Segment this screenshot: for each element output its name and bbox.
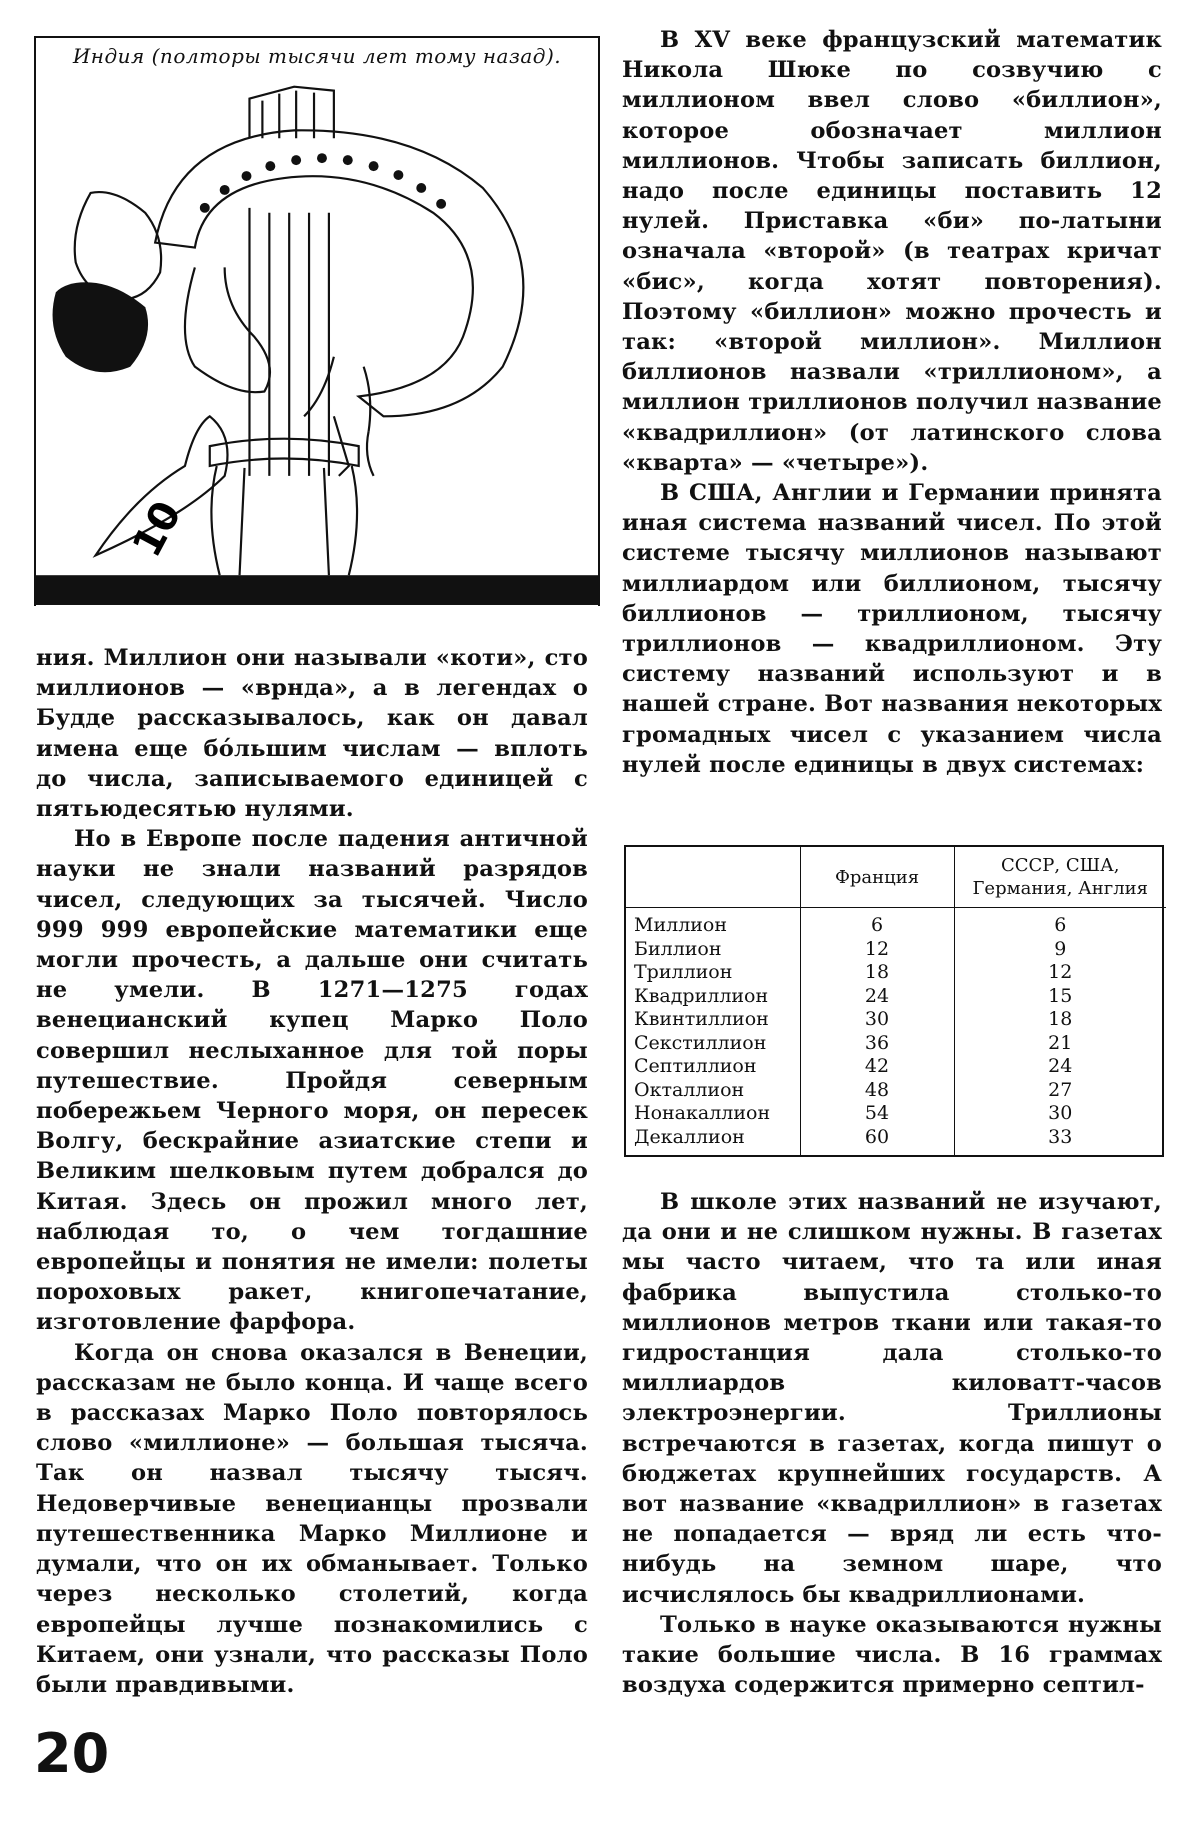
table-cell: Миллион	[634, 914, 728, 936]
table-cell: 18	[800, 961, 954, 985]
paragraph: Когда он снова оказался в Венеции, рассказам не было конца. И чаще всего в рассказах Марко Поло повторялось слово «миллионе» — большая тысяча. Так он назвал тысячу тысяч. Недоверчивые венецианцы прозвали путешественника Марко Миллионе и думали, что он их обманывает. Только через несколько столетий, когда европейцы лучше познакомились с Китаем, они узнали, что рассказы Поло были правдивыми.	[36, 1339, 588, 1698]
table-row	[626, 1079, 1166, 1103]
table-cell: Квадриллион	[634, 984, 769, 1007]
drawing-figure-on-chair	[36, 38, 598, 606]
table-header: Франция	[800, 847, 954, 908]
page-number: 20	[34, 1722, 110, 1785]
table-row	[626, 1102, 1166, 1126]
table-cell: 21	[954, 1032, 1166, 1056]
paragraph: В США, Англии и Германии принята иная система названий чисел. По этой системе тысячу миллионов называют миллиардом или биллионом, тысячу биллионов — триллионом, тысячу триллионов — квадриллионом. Эту систему названий используют и в нашей стране. Вот названия некоторых громадных чисел с указанием числа нулей после единицы в двух системах:	[622, 480, 1162, 778]
right-column-bottom	[622, 1187, 1162, 1700]
illustration-number: 10	[124, 493, 191, 565]
table-cell: 30	[954, 1102, 1166, 1126]
paragraph: Но в Европе после падения античной науки не знали названий разрядов чисел, следующих за тысячей. Число 999 999 европейские математики еще могли прочесть, а дальше они считать не умели. В 1271—1275 годах венецианский купец Марко Поло совершил неслыханное для той поры путешествие. Пройдя северным побережьем Черного моря, он пересек Волгу, бескрайние азиатские степи и Великим шелковым путем добрался до Китая. Здесь он прожил много лет, наблюдая то, о чем тогдашние европейцы и понятия не имели: полеты пороховых ракет, книгопечатание, изготовление фарфора.	[36, 826, 588, 1336]
illustration-caption: Индия (полторы тысячи лет тому назад).	[72, 44, 562, 68]
table-cell: 12	[800, 938, 954, 962]
table-cell: 27	[954, 1079, 1166, 1103]
table-row	[626, 985, 1166, 1009]
table-cell: Нонакаллион	[634, 1102, 771, 1124]
right-column-top	[622, 25, 1162, 780]
paragraph: Только в науке оказываются нужны такие большие числа. В 16 граммах воздуха содержится примерно септил-	[622, 1611, 1162, 1699]
table-cell: 9	[954, 938, 1166, 962]
table-cell: 15	[954, 985, 1166, 1009]
paragraph: В школе этих названий не изучают, да они и не слишком нужны. В газетах мы часто читаем, что та или иная фабрика выпустила столько-то миллионов метров ткани или такая-то гидростанция дала столько-то миллиардов киловатт-часов электроэнергии. Триллионы встречаются в газетах, когда пишут о бюджетах крупнейших государств. А вот название «квадриллион» в газетах не попадается — вряд ли есть что-нибудь на земном шаре, что исчислялось бы квадриллионами.	[622, 1189, 1162, 1608]
table-row	[626, 1055, 1166, 1079]
table-cell: 24	[954, 1055, 1166, 1079]
table-cell: 36	[800, 1032, 954, 1056]
table-row	[626, 1008, 1166, 1032]
illustration	[34, 36, 600, 606]
table-cell: 6	[954, 908, 1166, 938]
table-row	[626, 961, 1166, 985]
table-cell: Триллион	[634, 961, 733, 983]
table-cell: 42	[800, 1055, 954, 1079]
table-cell: Секстиллион	[634, 1031, 767, 1054]
table-header	[626, 847, 800, 908]
paragraph: В XV веке французский математик Никола Шюке по созвучию с миллионом ввел слово «биллион», которое обозначает миллион миллионов. Чтобы записать биллион, надо после единицы поставить 12 нулей. Приставка «би» по-латыни означала «второй» (в театрах кричат «бис», когда хотят повторения). Поэтому «биллион» можно прочесть и так: «второй миллион». Миллион биллионов назвали «триллионом», а миллион триллионов получил название «квадриллион» (от латинского слова «кварта» — «четыре»).	[622, 27, 1162, 476]
table-header: СССР, США, Германия, Англия	[954, 847, 1166, 908]
table-cell: Септиллион	[634, 1055, 757, 1077]
table-cell: Декаллион	[634, 1125, 745, 1148]
table-cell: Окталлион	[634, 1078, 745, 1101]
table-row	[626, 938, 1166, 962]
table-cell: 18	[954, 1008, 1166, 1032]
table-row	[626, 1032, 1166, 1056]
left-column	[36, 643, 588, 1700]
table-cell: 60	[800, 1126, 954, 1156]
table-cell: 12	[954, 961, 1166, 985]
table-row	[626, 908, 1166, 938]
table-row	[626, 1126, 1166, 1156]
table-cell: 6	[800, 908, 954, 938]
table-cell: 24	[800, 985, 954, 1009]
table-cell: 33	[954, 1126, 1166, 1156]
table-cell: Биллион	[634, 937, 722, 960]
table-cell: Квинтиллион	[634, 1008, 769, 1030]
paragraph: ния. Миллион они называли «коти», сто миллионов — «врнда», а в легендах о Будде рассказывалось, как он давал имена еще бо́льшим числам — вплоть до числа, записываемого единицей с пятьюдесятью нулями.	[36, 645, 588, 823]
table-cell: 54	[800, 1102, 954, 1126]
number-names-table	[624, 845, 1164, 1157]
table-cell: 30	[800, 1008, 954, 1032]
table-cell: 48	[800, 1079, 954, 1103]
